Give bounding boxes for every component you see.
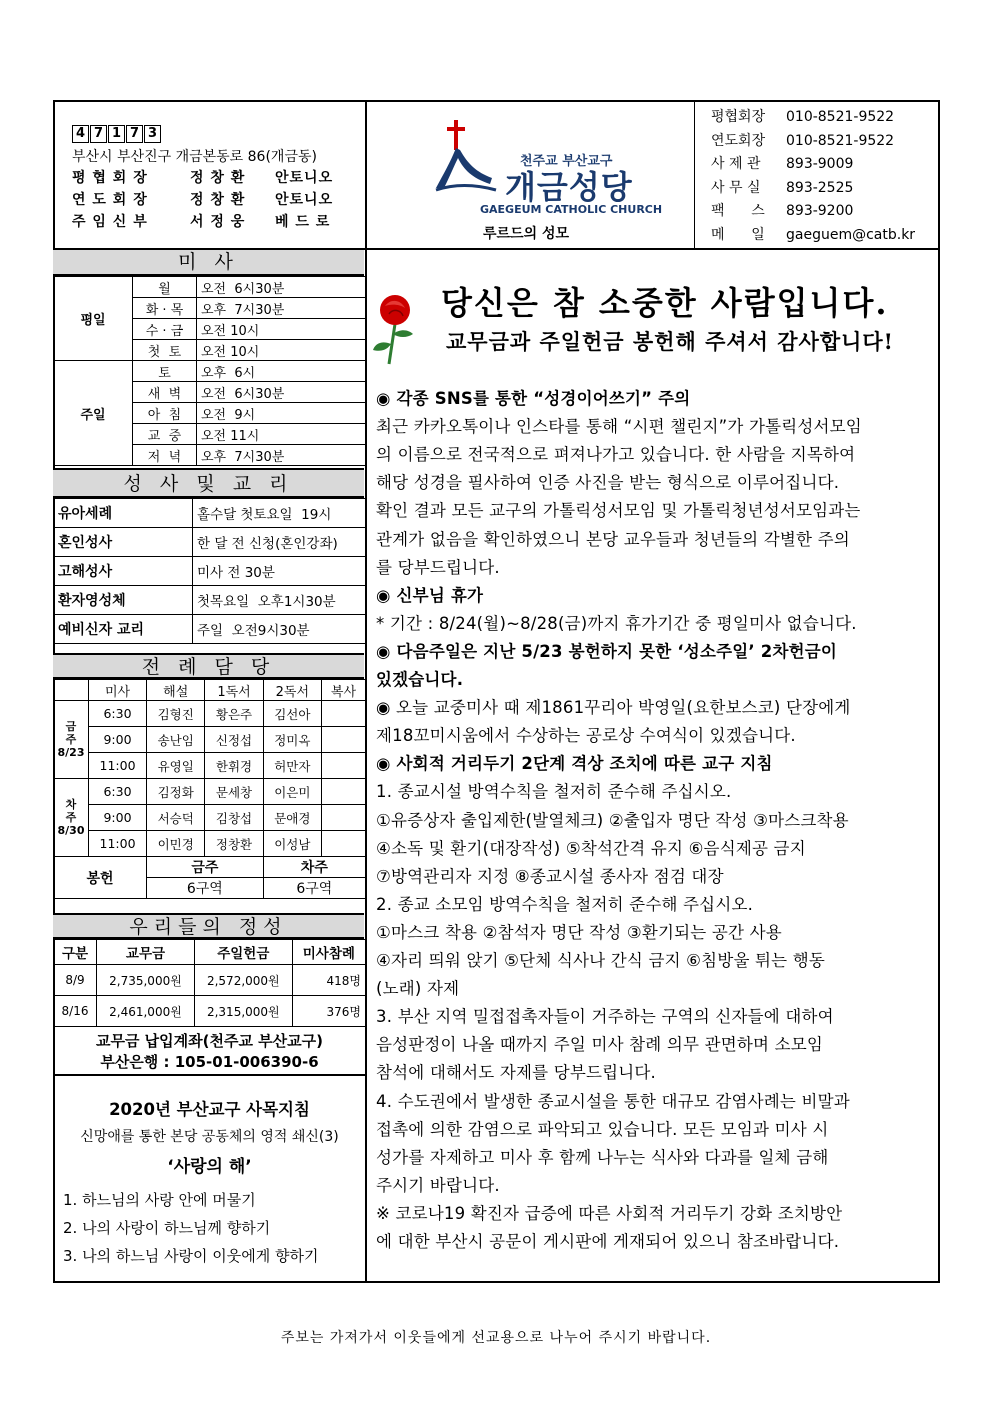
liturgy-week-label: 금 주 8/23 xyxy=(54,701,89,779)
church-logo-icon xyxy=(430,118,500,198)
offering-cell: 2,735,000원 xyxy=(97,965,195,996)
liturgy-cell: 정창환 xyxy=(205,831,263,857)
liturgy-cell: 김정화 xyxy=(147,779,205,805)
postal-code xyxy=(72,122,162,143)
announcement-line: 1. 종교시설 방역수칙을 철저히 준수해 주십시오. xyxy=(376,782,732,802)
mass-table xyxy=(53,276,366,466)
mass-day: 교 중 xyxy=(133,424,197,445)
mass-day: 새 벽 xyxy=(133,382,197,403)
liturgy-cell: 이은미 xyxy=(263,779,321,805)
offering-cell: 376명 xyxy=(292,996,365,1027)
contact-label: 팩 스 xyxy=(711,203,765,219)
mass-day: 월 xyxy=(133,277,197,298)
postal-digit: 1 xyxy=(108,125,125,143)
footer-note: 주보는 가져가서 이웃들에게 선교용으로 나누어 주시기 바랍니다. xyxy=(280,1330,712,1346)
service-value: 6구역 xyxy=(263,878,365,899)
announcement-line: 접촉에 의한 감염으로 파악되고 있습니다. 모든 모임과 미사 시 xyxy=(376,1119,829,1139)
liturgy-cell: 11:00 xyxy=(89,831,147,857)
postal-digit: 4 xyxy=(72,125,89,143)
liturgy-corner xyxy=(54,680,89,701)
mass-time: 오후 6시 xyxy=(197,361,366,382)
service-header: 차주 xyxy=(263,857,365,878)
announcement-line: 의 이름으로 전국적으로 펴져나가고 있습니다. 한 사람을 지목하여 xyxy=(376,445,856,465)
mass-day: 화 · 목 xyxy=(133,298,197,319)
announcement-line: 성가를 자제하고 미사 후 함께 나누는 식사와 다과를 일체 금해 xyxy=(376,1147,829,1167)
account-title: 교무금 납입계좌(천주교 부산교구) xyxy=(95,1032,324,1050)
officer-name: 정 창 환 xyxy=(190,170,246,186)
liturgy-header: 해설 xyxy=(147,680,205,701)
officer-role: 주 임 신 부 xyxy=(72,214,148,230)
contact-row xyxy=(711,130,915,154)
contact-label: 연도회장 xyxy=(711,132,766,149)
pastoral-item: 3. 나의 하느님 사랑이 이웃에게 향하기 xyxy=(63,1247,319,1265)
offering-cell: 418명 xyxy=(292,965,365,996)
logo-diocese: 천주교 부산교구 xyxy=(520,154,613,169)
announcement-line: ※ 코로나19 확진자 급증에 따른 사회적 거리두기 강화 조치방안 xyxy=(376,1203,843,1223)
announcement-line: ④소독 및 환기(대장작성) ⑤착석간격 유지 ⑥음식제공 금지 xyxy=(376,838,806,858)
announcement-line: 3. 부산 지역 밀접접촉자들이 거주하는 구역의 신자들에 대하여 xyxy=(376,1007,834,1027)
liturgy-cell: 서승덕 xyxy=(147,805,205,831)
announcement-line: 2. 종교 소모임 방역수칙을 철저히 준수해 주십시오. xyxy=(376,894,754,914)
liturgy-cell: 신정섭 xyxy=(205,727,263,753)
offering-header: 교무금 xyxy=(97,940,195,965)
liturgy-cell: 문세창 xyxy=(205,779,263,805)
liturgy-cell xyxy=(321,805,365,831)
patron-name: 루르드의 성모 xyxy=(483,226,570,242)
contact-value: 893-2525 xyxy=(786,179,854,196)
announcement-line: 4. 수도권에서 발생한 종교시설을 통한 대규모 감염사례는 비말과 xyxy=(376,1091,850,1111)
postal-digit: 3 xyxy=(144,125,161,143)
announcement-line: ⑦방역관리자 지정 ⑧종교시설 종사자 점검 대장 xyxy=(376,866,724,886)
contact-value: 010-8521-9522 xyxy=(786,109,895,125)
liturgy-header: 2독서 xyxy=(263,680,321,701)
sacrament-value: 미사 전 30분 xyxy=(193,557,366,586)
postal-digit: 7 xyxy=(126,125,143,143)
pastoral-item: 1. 하느님의 사랑 안에 머물기 xyxy=(63,1191,256,1209)
sacrament-value: 홀수달 첫토요일 19시 xyxy=(193,499,366,528)
liturgy-cell: 이성남 xyxy=(263,831,321,857)
mass-time: 오전 6시30분 xyxy=(197,277,366,298)
announcement-line: 해당 성경을 필사하여 인증 사진을 받는 형식으로 이루어집니다. xyxy=(376,473,840,493)
mass-time: 오후 7시30분 xyxy=(197,445,366,466)
announcement-line: * 기간 : 8/24(월)~8/28(금)까지 휴가기간 중 평일미사 없습니다. xyxy=(376,613,857,633)
pastoral-title: 2020년 부산교구 사목지침 xyxy=(109,1100,310,1119)
officer-row xyxy=(72,167,333,189)
sacrament-name: 고해성사 xyxy=(54,557,193,586)
announcement-line: (노래) 자제 xyxy=(376,979,460,999)
mass-time: 오전 10시 xyxy=(197,340,366,361)
contact-row xyxy=(711,153,915,177)
contact-row xyxy=(711,224,915,248)
liturgy-cell xyxy=(321,831,365,857)
officer-baptismal: 안토니오 xyxy=(275,192,334,208)
contact-label: 사 제 관 xyxy=(711,156,761,172)
account-rule xyxy=(53,1074,366,1076)
announcement-line: 참석에 대해서도 자제를 당부드립니다. xyxy=(376,1063,657,1083)
announcement-line: 최근 카카오톡이나 인스타를 통해 “시편 챌린지”가 가톨릭성서모임 xyxy=(376,417,862,437)
sacrament-value: 첫목요일 오후1시30분 xyxy=(193,586,366,615)
liturgy-cell: 허만자 xyxy=(263,753,321,779)
contact-row xyxy=(711,106,915,130)
announcement-line: ◉ 사회적 거리두기 2단계 격상 조치에 따른 교구 지침 xyxy=(376,754,773,774)
contact-value: 010-8521-9522 xyxy=(786,132,895,149)
liturgy-header: 복사 xyxy=(321,680,365,701)
liturgy-cell: 문애경 xyxy=(263,805,321,831)
liturgy-week-label: 차 주 8/30 xyxy=(54,779,89,857)
pastoral-theme: ‘사랑의 해’ xyxy=(167,1157,252,1177)
mass-time: 오후 7시30분 xyxy=(197,298,366,319)
announcement-line: 관계가 없음을 확인하였으니 본당 교우들과 청년들의 각별한 주의 xyxy=(376,529,850,549)
sacraments-title: 성 사 및 교 리 xyxy=(53,468,364,498)
header-divider xyxy=(694,100,695,248)
mass-time: 오전 6시30분 xyxy=(197,382,366,403)
sacrament-name: 환자영성체 xyxy=(54,586,193,615)
announcement-line: ④자리 띄워 앉기 ⑤단체 식사나 간식 금지 ⑥침방울 튀는 행동 xyxy=(376,951,826,970)
announcement-line: 제18꼬미시움에서 수상하는 공로상 수여식이 있겠습니다. xyxy=(376,726,796,746)
pastoral-subtitle: 신망애를 통한 본당 공동체의 영적 쇄신(3) xyxy=(80,1129,339,1145)
mass-group-label: 평일 xyxy=(54,277,133,361)
mass-group-label: 주일 xyxy=(54,361,133,466)
liturgy-table xyxy=(53,679,366,899)
liturgy-cell: 6:30 xyxy=(89,701,147,727)
pastoral-item: 2. 나의 사랑이 하느님께 향하기 xyxy=(63,1219,271,1237)
service-label: 봉헌 xyxy=(54,857,147,899)
offering-cell: 2,461,000원 xyxy=(97,996,195,1027)
contact-label: 평협회장 xyxy=(711,109,766,125)
service-value: 6구역 xyxy=(147,878,264,899)
announcement-line: 확인 결과 모든 교구의 가톨릭성서모임 및 가톨릭청년성서모임과는 xyxy=(376,501,861,521)
liturgy-header: 1독서 xyxy=(205,680,263,701)
offering-header: 미사참례 xyxy=(292,940,365,965)
liturgy-header: 미사 xyxy=(89,680,147,701)
announcement-line: 에 대한 부산시 공문이 게시판에 게재되어 있으니 참조바랍니다. xyxy=(376,1232,840,1251)
officer-row xyxy=(72,211,333,233)
announcement-line: ◉ 다음주일은 지난 5/23 봉헌하지 못한 ‘성소주일’ 2차헌금이 xyxy=(376,641,838,661)
contact-label: 사 무 실 xyxy=(711,179,761,196)
offerings-table xyxy=(53,939,366,1027)
liturgy-cell: 한휘경 xyxy=(205,753,263,779)
contact-label: 메 일 xyxy=(711,226,765,243)
liturgy-cell: 6:30 xyxy=(89,779,147,805)
offering-cell: 8/16 xyxy=(54,996,97,1027)
announcement-line: ①유증상자 출입제한(발열체크) ②출입자 명단 작성 ③마스크착용 xyxy=(376,810,849,830)
sacrament-name: 혼인성사 xyxy=(54,528,193,557)
mass-day: 아 침 xyxy=(133,403,197,424)
sacraments-table xyxy=(53,498,366,644)
mass-time: 오전 11시 xyxy=(197,424,366,445)
contact-list xyxy=(711,106,915,247)
officer-name: 정 창 환 xyxy=(190,192,246,208)
officer-role: 평 협 회 장 xyxy=(72,170,148,186)
offering-cell: 8/9 xyxy=(54,965,97,996)
liturgy-cell xyxy=(321,701,365,727)
mass-title: 미 사 xyxy=(53,250,364,276)
mass-day: 수 · 금 xyxy=(133,319,197,340)
officer-list xyxy=(72,167,333,233)
mass-day: 토 xyxy=(133,361,197,382)
sacrament-value: 주일 오전9시30분 xyxy=(193,615,366,644)
liturgy-cell: 유영일 xyxy=(147,753,205,779)
liturgy-cell: 김선아 xyxy=(263,701,321,727)
service-header: 금주 xyxy=(147,857,264,878)
announcement-line: ◉ 각종 SNS를 통한 “성경이어쓰기” 주의 xyxy=(376,389,691,408)
officer-baptismal: 베 드 로 xyxy=(275,214,331,230)
account-number: 부산은행 : 105-01-006390-6 xyxy=(100,1053,319,1071)
officer-role: 연 도 회 장 xyxy=(72,192,148,208)
offerings-title: 우리들의 정성 xyxy=(53,913,364,939)
rose-icon xyxy=(369,292,419,371)
contact-value: gaeguem@catb.kr xyxy=(786,226,916,243)
liturgy-cell xyxy=(321,753,365,779)
liturgy-cell: 11:00 xyxy=(89,753,147,779)
offering-header: 구분 xyxy=(54,940,97,965)
announcement-line: ◉ 신부님 휴가 xyxy=(376,585,484,605)
offering-cell: 2,572,000원 xyxy=(194,965,292,996)
liturgy-cell: 9:00 xyxy=(89,805,147,831)
officer-baptismal: 안토니오 xyxy=(275,170,334,186)
announcement-line: ①마스크 착용 ②참석자 명단 작성 ③환기되는 공간 사용 xyxy=(376,922,782,942)
sacrament-value: 한 달 전 신청(혼인강좌) xyxy=(193,528,366,557)
announcement-line: 있겠습니다. xyxy=(376,670,464,689)
pastoral-list xyxy=(63,1186,319,1270)
contact-row xyxy=(711,177,915,201)
liturgy-cell: 송난임 xyxy=(147,727,205,753)
mass-day: 첫 토 xyxy=(133,340,197,361)
logo-english-name: GAEGEUM CATHOLIC CHURCH xyxy=(480,203,663,216)
officer-name: 서 정 웅 xyxy=(190,214,246,230)
announcement-line: 를 당부드립니다. xyxy=(376,557,500,577)
announcement-line: ◉ 오늘 교중미사 때 제1861꾸리아 박영일(요한보스코) 단장에게 xyxy=(376,698,851,718)
announcement-line: 음성판정이 나올 때까지 주일 미사 참례 의무 관면하며 소모임 xyxy=(376,1035,824,1055)
offering-cell: 2,315,000원 xyxy=(194,996,292,1027)
sacrament-name: 유아세례 xyxy=(54,499,193,528)
liturgy-cell: 김창섭 xyxy=(205,805,263,831)
offering-header: 주일헌금 xyxy=(194,940,292,965)
liturgy-cell: 정미옥 xyxy=(263,727,321,753)
contact-value: 893-9009 xyxy=(786,156,854,172)
main-headline: 당신은 참 소중한 사람입니다. xyxy=(441,284,889,322)
officer-row xyxy=(72,189,333,211)
liturgy-cell: 김형진 xyxy=(147,701,205,727)
church-address: 부산시 부산진구 개금본동로 86(개금동) xyxy=(72,149,317,165)
mass-time: 오전 9시 xyxy=(197,403,366,424)
mass-day: 저 녁 xyxy=(133,445,197,466)
contact-value: 893-9200 xyxy=(786,203,854,219)
liturgy-cell: 9:00 xyxy=(89,727,147,753)
liturgy-cell xyxy=(321,727,365,753)
liturgy-cell: 이민경 xyxy=(147,831,205,857)
sacrament-name: 예비신자 교리 xyxy=(54,615,193,644)
logo-church-name: 개금성당 xyxy=(505,168,633,206)
mass-time: 오전 10시 xyxy=(197,319,366,340)
liturgy-cell: 황은주 xyxy=(205,701,263,727)
main-subheadline: 교무금과 주일헌금 봉헌해 주셔서 감사합니다! xyxy=(446,329,894,354)
liturgy-title: 전 례 담 당 xyxy=(53,653,364,679)
liturgy-cell xyxy=(321,779,365,805)
postal-digit: 7 xyxy=(90,125,107,143)
announcement-line: 주시기 바랍니다. xyxy=(376,1175,500,1195)
contact-row xyxy=(711,200,915,224)
